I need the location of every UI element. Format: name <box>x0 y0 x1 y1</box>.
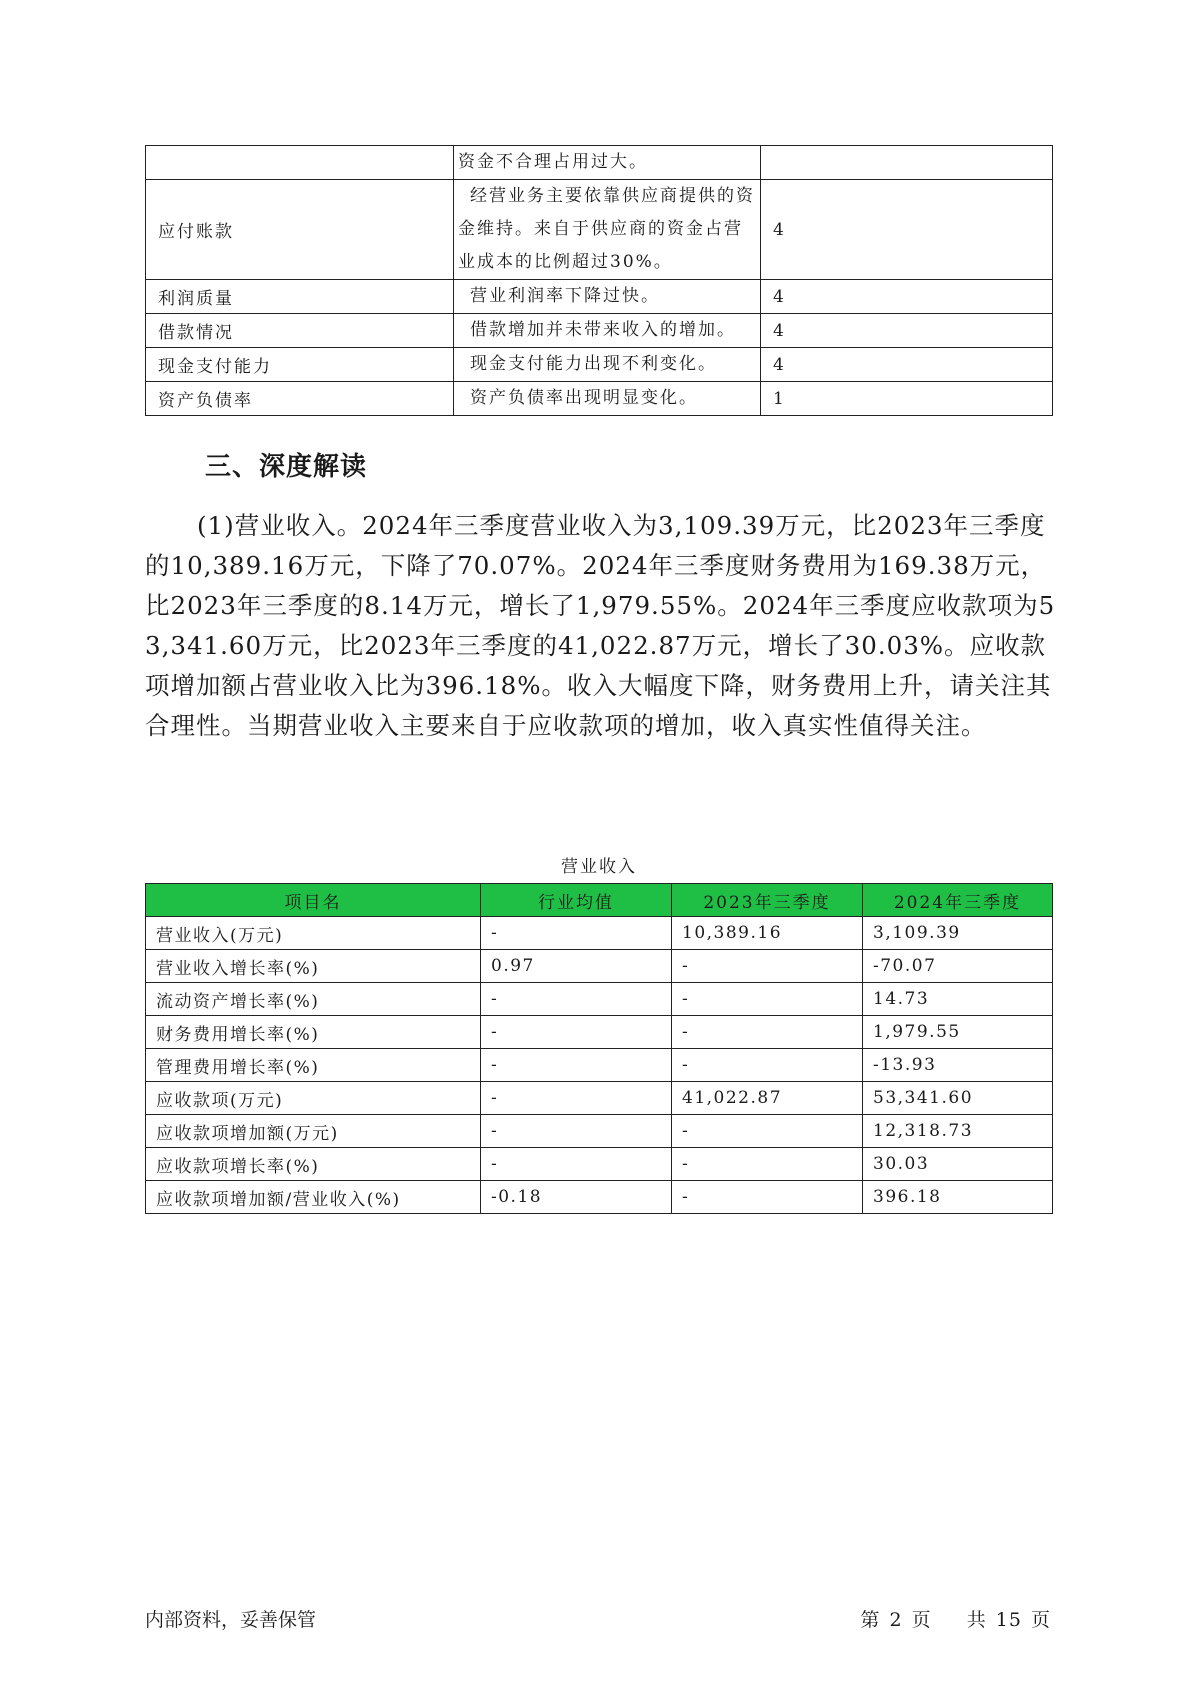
risk-desc-cell: 资产负债率出现明显变化。 <box>454 382 761 416</box>
page-unit: 页 <box>911 1609 932 1631</box>
total-num: 15 <box>995 1609 1022 1631</box>
table-row <box>146 382 1053 416</box>
risk-item-cell: 现金支付能力 <box>146 348 454 382</box>
revenue-table <box>145 883 1053 1214</box>
risk-item-cell <box>146 146 454 180</box>
table-row <box>146 1181 1053 1214</box>
row-item-cell: 营业收入(万元) <box>146 917 481 950</box>
risk-table <box>145 145 1053 416</box>
table-row <box>146 1082 1053 1115</box>
risk-score-cell: 1 <box>761 382 1053 416</box>
row-2024-cell: -70.07 <box>863 950 1053 983</box>
table-row <box>146 1016 1053 1049</box>
row-industry-avg-cell: - <box>481 917 672 950</box>
table-row <box>146 146 1053 180</box>
row-industry-avg-cell: - <box>481 1115 672 1148</box>
row-industry-avg-cell: - <box>481 1049 672 1082</box>
table-row <box>146 1115 1053 1148</box>
page-num: 2 <box>889 1609 903 1631</box>
row-2024-cell: 30.03 <box>863 1148 1053 1181</box>
table-caption: 营业收入 <box>561 857 637 877</box>
risk-desc-cell: 营业利润率下降过快。 <box>454 280 761 314</box>
risk-desc-cell: 资金不合理占用过大。 <box>454 146 761 180</box>
section-heading: 三、深度解读 <box>205 452 368 482</box>
row-industry-avg-cell: - <box>481 1016 672 1049</box>
row-2024-cell: 12,318.73 <box>863 1115 1053 1148</box>
page-prefix: 第 <box>860 1609 881 1631</box>
risk-desc-cell: 借款增加并未带来收入的增加。 <box>454 314 761 348</box>
row-industry-avg-cell: 0.97 <box>481 950 672 983</box>
row-item-cell: 管理费用增长率(%) <box>146 1049 481 1082</box>
row-item-cell: 财务费用增长率(%) <box>146 1016 481 1049</box>
table-row <box>146 950 1053 983</box>
row-2024-cell: 3,109.39 <box>863 917 1053 950</box>
row-item-cell: 应收款项增长率(%) <box>146 1148 481 1181</box>
row-industry-avg-cell: - <box>481 1082 672 1115</box>
table-row <box>146 314 1053 348</box>
row-2024-cell: 14.73 <box>863 983 1053 1016</box>
revenue-table-body <box>146 917 1053 1214</box>
risk-desc-cell: 现金支付能力出现不利变化。 <box>454 348 761 382</box>
table-row <box>146 917 1053 950</box>
row-item-cell: 流动资产增长率(%) <box>146 983 481 1016</box>
table-row <box>146 348 1053 382</box>
row-2024-cell: -13.93 <box>863 1049 1053 1082</box>
risk-score-cell <box>761 146 1053 180</box>
risk-item-cell: 借款情况 <box>146 314 454 348</box>
risk-score-cell: 4 <box>761 280 1053 314</box>
header-2023-q3: 2023年三季度 <box>672 884 863 917</box>
risk-score-cell: 4 <box>761 348 1053 382</box>
row-2023-cell: - <box>672 983 863 1016</box>
footer-page-number <box>860 1605 1053 1632</box>
table-row <box>146 280 1053 314</box>
row-industry-avg-cell: -0.18 <box>481 1181 672 1214</box>
table-header-row <box>146 884 1053 917</box>
table-row <box>146 983 1053 1016</box>
row-2023-cell: - <box>672 1049 863 1082</box>
row-item-cell: 应收款项增加额(万元) <box>146 1115 481 1148</box>
table-row <box>146 1148 1053 1181</box>
header-item-name: 项目名 <box>146 884 481 917</box>
table-row <box>146 1049 1053 1082</box>
risk-item-cell: 应付账款 <box>146 180 454 280</box>
total-prefix: 共 <box>966 1609 987 1631</box>
row-2024-cell: 53,341.60 <box>863 1082 1053 1115</box>
row-2023-cell: - <box>672 1016 863 1049</box>
row-2023-cell: - <box>672 1115 863 1148</box>
row-item-cell: 应收款项(万元) <box>146 1082 481 1115</box>
row-2023-cell: - <box>672 1181 863 1214</box>
risk-desc-cell: 经营业务主要依靠供应商提供的资金维持。来自于供应商的资金占营业成本的比例超过30%。 <box>454 180 761 280</box>
risk-score-cell: 4 <box>761 314 1053 348</box>
row-item-cell: 营业收入增长率(%) <box>146 950 481 983</box>
risk-item-cell: 资产负债率 <box>146 382 454 416</box>
row-2023-cell: 41,022.87 <box>672 1082 863 1115</box>
table-row <box>146 180 1053 280</box>
header-industry-avg: 行业均值 <box>481 884 672 917</box>
row-2023-cell: 10,389.16 <box>672 917 863 950</box>
row-2023-cell: - <box>672 1148 863 1181</box>
row-industry-avg-cell: - <box>481 983 672 1016</box>
row-2024-cell: 1,979.55 <box>863 1016 1053 1049</box>
risk-score-cell: 4 <box>761 180 1053 280</box>
row-2024-cell: 396.18 <box>863 1181 1053 1214</box>
row-2023-cell: - <box>672 950 863 983</box>
analysis-paragraph: (1)营业收入。2024年三季度营业收入为3,109.39万元，比2023年三季度的10,389.16万元，下降了70.07%。2024年三季度财务费用为169.38万元，比2023年三季度的8.14万元，增长了1,979.55%。2024年三季度应收款项为53,341.60万元，比2023年三季度的41,022.87万元，增长了30.03%。应收款项增加额占营业收入比为396.18%。收入大幅度下降，财务费用上升，请关注其合理性。当期营业收入主要来自于应收款项的增加，收入真实性值得关注。 <box>145 511 1056 740</box>
row-item-cell: 应收款项增加额/营业收入(%) <box>146 1181 481 1214</box>
risk-item-cell: 利润质量 <box>146 280 454 314</box>
header-2024-q3: 2024年三季度 <box>863 884 1053 917</box>
total-unit: 页 <box>1030 1609 1051 1631</box>
row-industry-avg-cell: - <box>481 1148 672 1181</box>
footer-confidential-note: 内部资料，妥善保管 <box>145 1609 317 1631</box>
